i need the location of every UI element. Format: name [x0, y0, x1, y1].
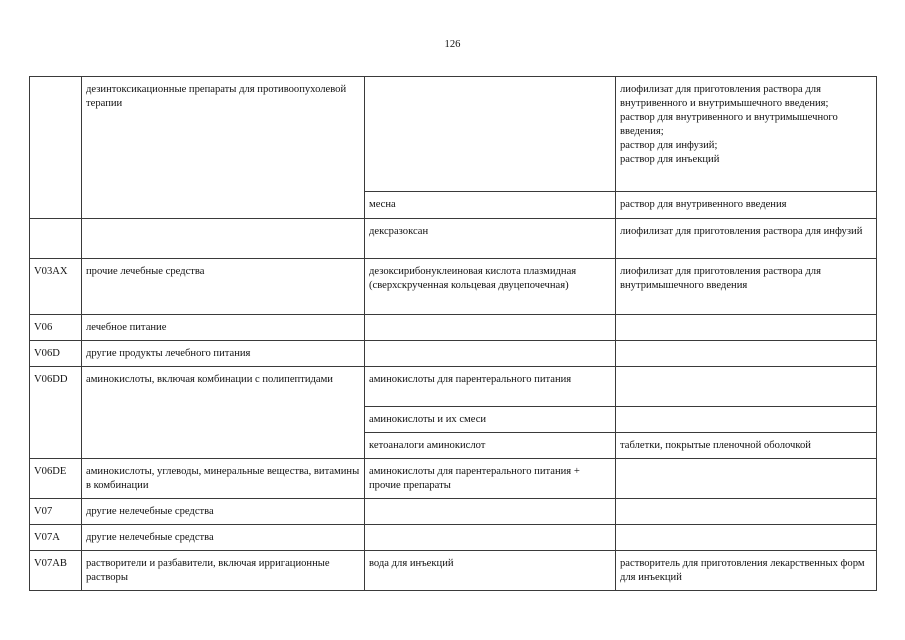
drug-cell: аминокислоты для парентерального питания [365, 367, 616, 407]
table-row [30, 219, 877, 259]
drug-table [29, 76, 877, 591]
table-row [30, 77, 877, 192]
table-row [30, 259, 877, 315]
form-cell [616, 315, 877, 341]
group-cell: дезинтоксикационные препараты для противоопухолевой терапии [82, 77, 365, 219]
atc-code-cell: V07 [30, 499, 82, 525]
drug-cell [365, 77, 616, 192]
atc-code-cell: V06 [30, 315, 82, 341]
form-cell: растворитель для приготовления лекарственных форм для инъекций [616, 551, 877, 591]
table-row [30, 525, 877, 551]
table-row [30, 367, 877, 407]
form-cell: лиофилизат для приготовления раствора для внутримышечного введения [616, 259, 877, 315]
atc-code-cell: V06D [30, 341, 82, 367]
form-cell: лиофилизат для приготовления раствора для инфузий [616, 219, 877, 259]
atc-code-cell: V07AB [30, 551, 82, 591]
atc-code-cell: V06DD [30, 367, 82, 459]
group-cell: другие нелечебные средства [82, 525, 365, 551]
group-cell: другие продукты лечебного питания [82, 341, 365, 367]
form-cell [616, 367, 877, 407]
group-cell: прочие лечебные средства [82, 259, 365, 315]
form-cell: таблетки, покрытые пленочной оболочкой [616, 433, 877, 459]
drug-cell: месна [365, 192, 616, 219]
form-cell: раствор для внутривенного введения [616, 192, 877, 219]
page-number: 126 [444, 39, 461, 50]
form-cell: лиофилизат для приготовления раствора для внутривенного и внутримышечного введения; раствор для внутривенного и внутримышечного введения; раствор для инфузий; раствор для инъекций [616, 77, 877, 192]
atc-code-cell [30, 219, 82, 259]
drug-cell [365, 525, 616, 551]
form-cell [616, 459, 877, 499]
table-row [30, 459, 877, 499]
drug-cell [365, 341, 616, 367]
drug-cell: кетоаналоги аминокислот [365, 433, 616, 459]
drug-cell: дексразоксан [365, 219, 616, 259]
form-cell [616, 407, 877, 433]
drug-cell: дезоксирибонуклеиновая кислота плазмидная (сверхскрученная кольцевая двуцепочечная) [365, 259, 616, 315]
atc-code-cell: V07A [30, 525, 82, 551]
group-cell: аминокислоты, включая комбинации с полипептидами [82, 367, 365, 459]
drug-cell: вода для инъекций [365, 551, 616, 591]
drug-cell [365, 315, 616, 341]
table-row [30, 499, 877, 525]
table-row [30, 341, 877, 367]
atc-code-cell: V06DE [30, 459, 82, 499]
table-row [30, 551, 877, 591]
drug-cell: аминокислоты для парентерального питания + прочие препараты [365, 459, 616, 499]
group-cell: аминокислоты, углеводы, минеральные вещества, витамины в комбинации [82, 459, 365, 499]
form-cell [616, 525, 877, 551]
group-cell: растворители и разбавители, включая ирригационные растворы [82, 551, 365, 591]
form-cell [616, 499, 877, 525]
group-cell: лечебное питание [82, 315, 365, 341]
group-cell [82, 219, 365, 259]
group-cell: другие нелечебные средства [82, 499, 365, 525]
form-cell [616, 341, 877, 367]
drug-cell [365, 499, 616, 525]
table-row [30, 315, 877, 341]
drug-cell: аминокислоты и их смеси [365, 407, 616, 433]
atc-code-cell: V03AX [30, 259, 82, 315]
atc-code-cell [30, 77, 82, 219]
